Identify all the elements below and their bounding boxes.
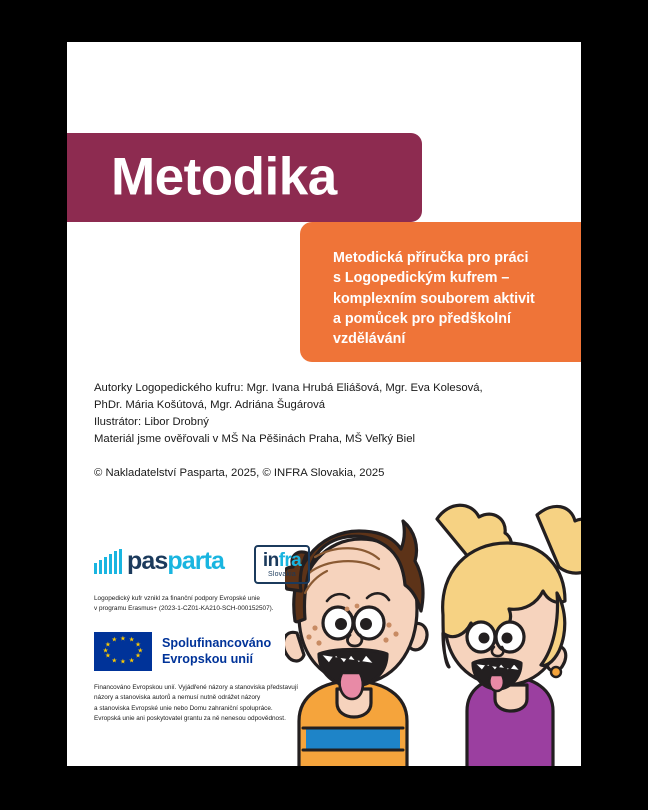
eu-disclaimer (94, 683, 376, 725)
eu-flag-star: ★ (111, 637, 118, 645)
title-band (67, 133, 422, 222)
credits-line: PhDr. Mária Košútová, Mgr. Adriána Šugárová (94, 399, 326, 412)
pasparta-logo-word-2: parta (167, 547, 225, 575)
eu-funding-block (94, 632, 271, 671)
eu-flag-star: ★ (104, 641, 111, 649)
disclaimer-line: a stanoviska Evropské unie nebo Domu zahraniční spolupráce. (94, 704, 273, 712)
credits-line: Autorky Logopedického kufru: Mgr. Ivana Hrubá Eliášová, Mgr. Eva Kolesová, (94, 382, 483, 394)
subtitle-line: a pomůcek pro předškolní (333, 310, 511, 327)
subtitle-line: s Logopedickým kufrem – (333, 270, 510, 287)
subtitle-line: Metodická příručka pro práci (333, 250, 529, 266)
infra-logo-subtitle: Slovakia (267, 571, 297, 578)
credits-line: Ilustrátor: Libor Drobný (94, 416, 209, 429)
pasparta-bars-icon (94, 549, 124, 574)
erasmus-note-line: v programu Erasmus+ (2023-1-CZ01-KA210-SCH-000152507). (94, 604, 274, 612)
eu-flag-star: ★ (135, 641, 142, 649)
eu-flag-star: ★ (102, 647, 109, 655)
eu-funding-line-2: Evropskou unií (162, 651, 253, 666)
pasparta-logo-word-1: pas (127, 547, 168, 575)
eu-flag-star: ★ (128, 637, 135, 645)
eu-funding-text (162, 636, 271, 667)
infra-slovakia-logo (254, 545, 310, 584)
disclaimer-line: názory a stanoviska autorů a nemusí nutně odrážet názory (94, 694, 261, 702)
eu-flag-star: ★ (104, 653, 111, 661)
infra-logo-word-2: fra (278, 550, 302, 571)
disclaimer-line: Evropská unie ani poskytovatel grantu za ně nenesou odpovědnost. (94, 715, 286, 723)
subtitle-line: vzdělávání (333, 331, 406, 348)
infra-logo-word-1: in (262, 550, 279, 571)
eu-funding-line-1: Spolufinancováno (162, 635, 272, 650)
eu-flag-star: ★ (120, 635, 126, 643)
eu-flag-star: ★ (111, 657, 118, 665)
pasparta-logo (94, 547, 224, 576)
eu-flag-star: ★ (135, 653, 142, 661)
infra-logo-wordmark (263, 551, 301, 570)
page-title: Metodika (111, 146, 337, 206)
erasmus-funding-note (94, 594, 374, 614)
eu-flag (94, 632, 152, 671)
disclaimer-line: Financováno Evropskou unií. Vyjádřené názory a stanoviska představují (94, 684, 299, 691)
credits-block (94, 380, 524, 449)
copyright-line: © Nakladatelství Pasparta, 2025, © INFRA Slovakia, 2025 (94, 467, 385, 479)
book-cover-page (67, 42, 581, 766)
subtitle-band (300, 222, 581, 362)
eu-flag-star: ★ (137, 647, 144, 655)
eu-flag-star: ★ (120, 658, 126, 666)
subtitle-text (333, 248, 567, 349)
subtitle-line: komplexním souborem aktivit (333, 290, 535, 307)
erasmus-note-line: Logopedický kufr vznikl za finanční podpory Evropské unie (94, 595, 260, 602)
eu-flag-star: ★ (128, 657, 135, 665)
credits-line: Materiál jsme ověřovali v MŠ Na Pěšinách Praha, MŠ Veľký Biel (94, 433, 415, 446)
two-children-illustration (285, 497, 581, 766)
